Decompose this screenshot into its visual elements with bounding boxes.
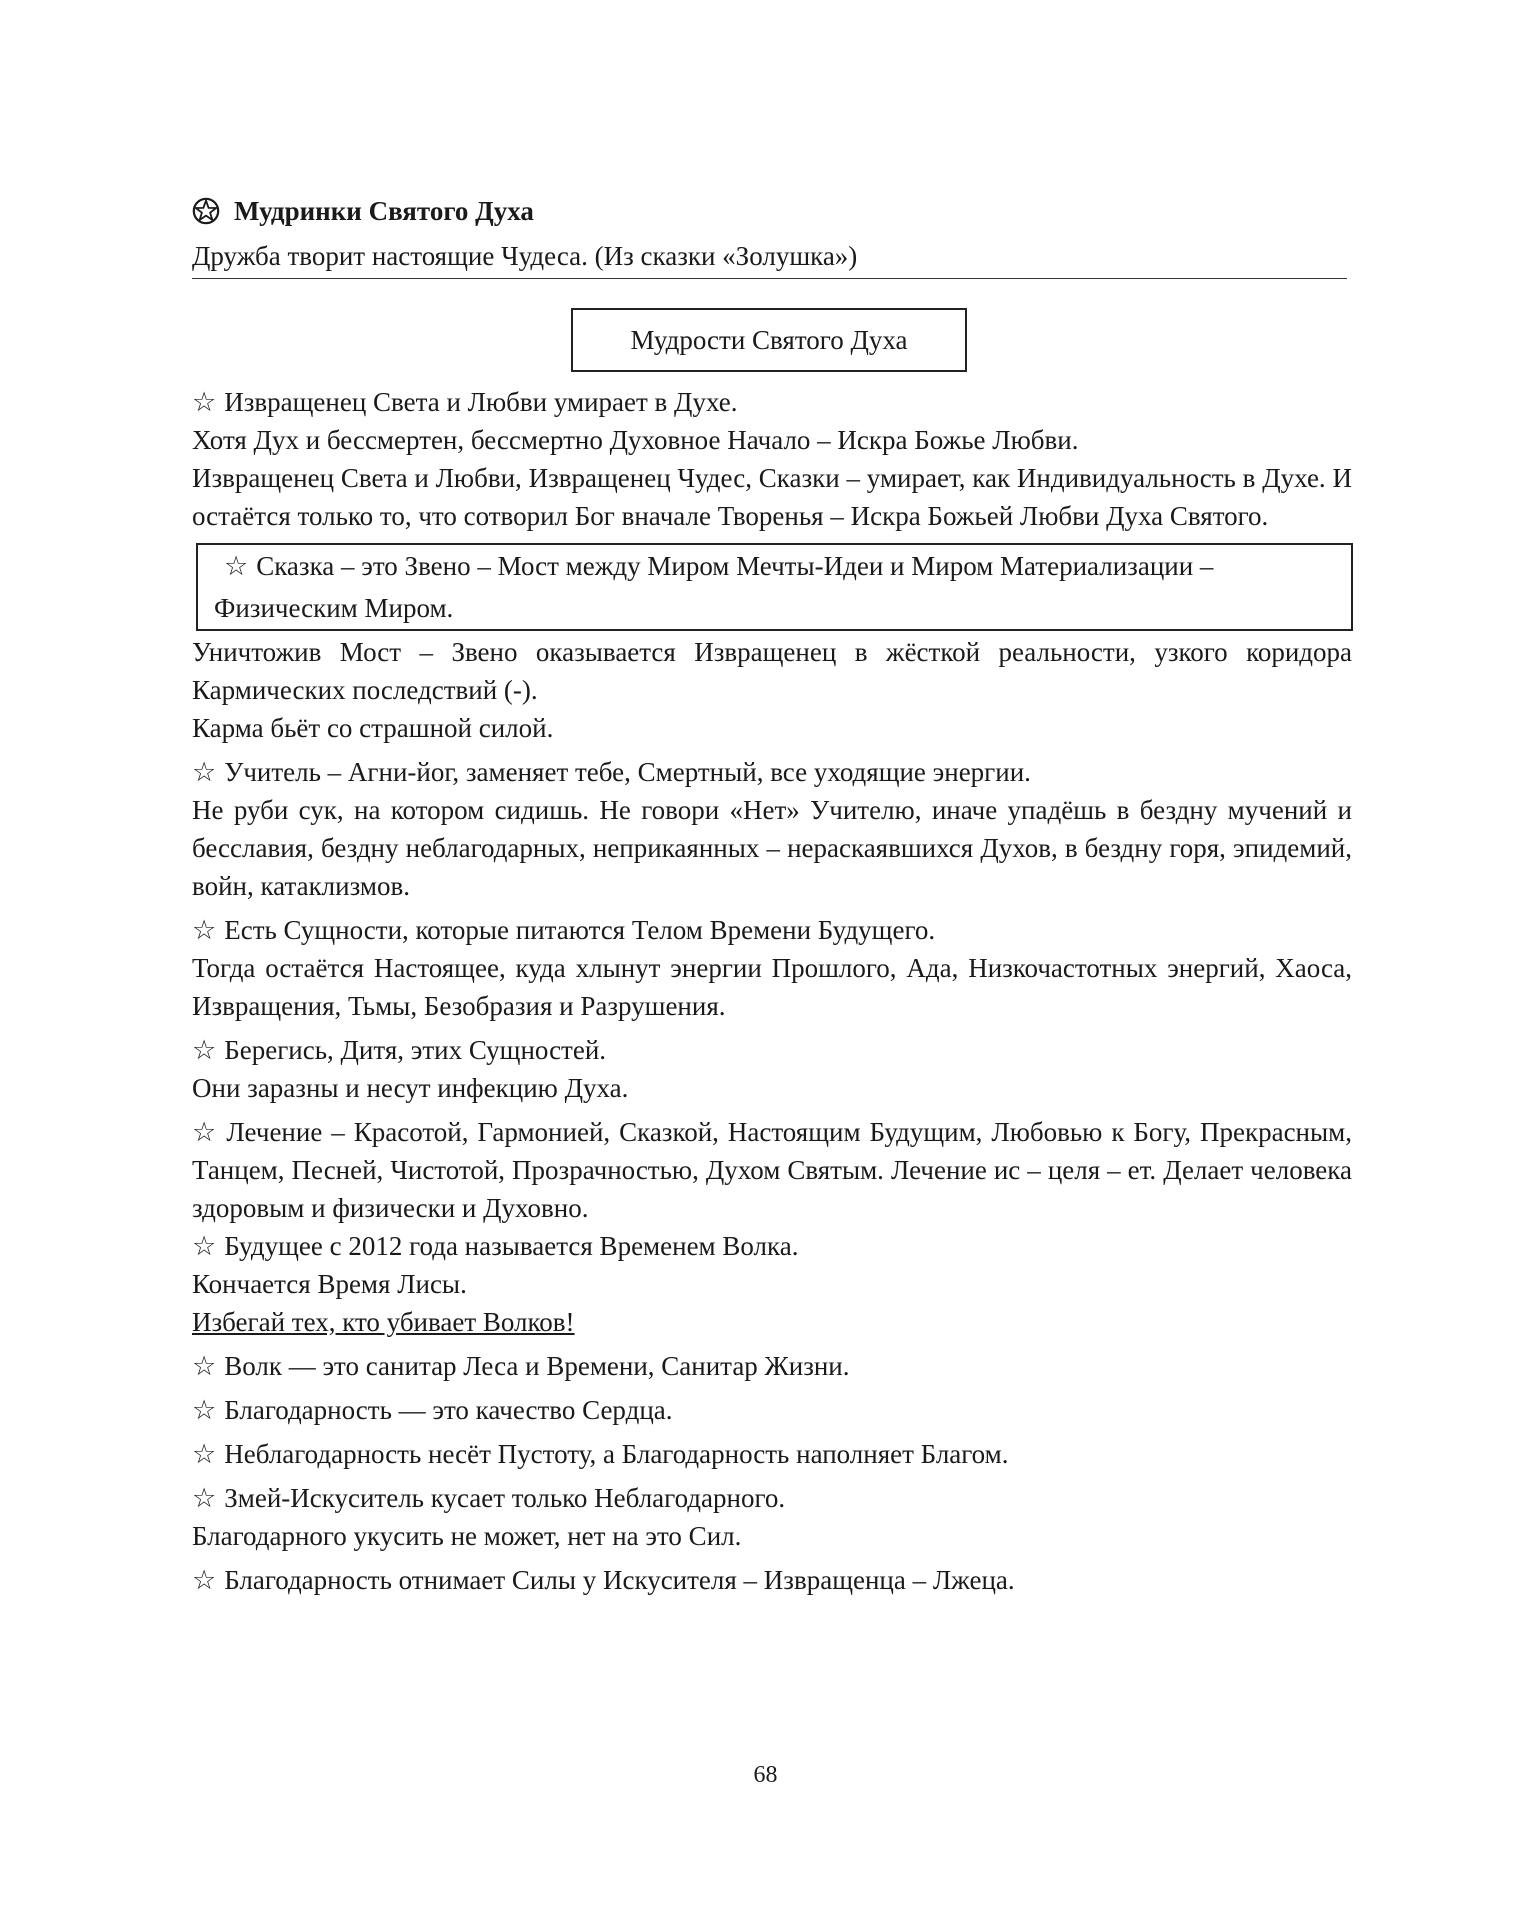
- paragraph: ☆ Извращенец Света и Любви умирает в Духе.: [192, 387, 738, 417]
- boxed-title: Мудрости Святого Духа: [571, 308, 967, 372]
- star-icon: ☆: [192, 757, 217, 787]
- paragraph: ☆ Берегись, Дитя, этих Сущностей.: [192, 1035, 607, 1065]
- paragraph: Тогда остаётся Настоящее, куда хлынут энергии Прошлого, Ада, Низкочастотных энергий, Хаоса, Извращения, Тьмы, Безобразия и Разрушения.: [192, 953, 1352, 1021]
- section-title: Мудринки Святого Духа: [234, 195, 534, 226]
- star-icon: ☆: [192, 1035, 217, 1065]
- star-icon: ☆: [192, 915, 217, 945]
- star-icon: ☆: [192, 1439, 217, 1469]
- star-icon: ☆: [192, 1483, 217, 1513]
- page-number: 68: [753, 1762, 778, 1788]
- paragraph: Благодарного укусить не может, нет на это Сил.: [192, 1521, 742, 1551]
- paragraph: Они заразны и несут инфекцию Духа.: [192, 1073, 629, 1103]
- underlined-paragraph: Избегай тех, кто убивает Волков!: [192, 1307, 575, 1337]
- star-icon: ☆: [192, 1351, 217, 1381]
- star-in-circle-icon: [192, 197, 220, 225]
- horizontal-rule: [192, 278, 1347, 279]
- star-icon: ☆: [192, 387, 217, 417]
- paragraph: Карма бьёт со страшной силой.: [192, 713, 554, 743]
- paragraph: ☆ Неблагодарность несёт Пустоту, а Благодарность наполняет Благом.: [192, 1439, 1009, 1469]
- paragraph: ☆ Будущее с 2012 года называется Временем Волка.: [192, 1231, 799, 1261]
- paragraph: Хотя Дух и бессмертен, бессмертно Духовное Начало – Искра Божье Любви.: [192, 425, 1079, 455]
- boxed-paragraph: ☆ Сказка – это Звено – Мост между Миром Мечты-Идеи и Миром Материализации – Физическим Миром.: [196, 543, 1353, 631]
- paragraph: ☆ Змей-Искуситель кусает только Неблагодарного.: [192, 1483, 786, 1513]
- paragraph: ☆ Благодарность отнимает Силы у Искусителя – Извращенца – Лжеца.: [192, 1565, 1015, 1595]
- section-heading: [192, 190, 1352, 232]
- paragraph: ☆ Есть Сущности, которые питаются Телом Времени Будущего.: [192, 915, 936, 945]
- star-icon: ☆: [192, 1231, 217, 1261]
- epigraph: Дружба творит настоящие Чудеса. (Из сказки «Золушка»): [192, 241, 858, 271]
- paragraph: Извращенец Света и Любви, Извращенец Чудес, Сказки – умирает, как Индивидуальность в Духе. И остаётся только то, что сотворил Бог вначале Творенья – Искра Божьей Любви Духа Святого.: [192, 463, 1352, 531]
- text-body: [192, 383, 1352, 1599]
- star-icon: ☆: [192, 1395, 217, 1425]
- paragraph: ☆ Волк — это санитар Леса и Времени, Санитар Жизни.: [192, 1351, 850, 1381]
- paragraph: Уничтожив Мост – Звено оказывается Извращенец в жёсткой реальности, узкого коридора Кармических последствий (-).: [192, 637, 1352, 705]
- star-icon: ☆: [192, 1117, 219, 1147]
- paragraph: ☆ Благодарность — это качество Сердца.: [192, 1395, 673, 1425]
- star-icon: ☆: [224, 551, 249, 581]
- page-content: [192, 190, 1352, 1599]
- star-icon: ☆: [192, 1565, 217, 1595]
- paragraph: Не руби сук, на котором сидишь. Не говори «Нет» Учителю, иначе упадёшь в бездну мучений и бесславия, бездну неблагодарных, неприкаянных – нераскаявшихся Духов, в бездну горя, эпидемий, войн, катаклизмов.: [192, 795, 1352, 901]
- paragraph: ☆ Лечение – Красотой, Гармонией, Сказкой, Настоящим Будущим, Любовью к Богу, Прекрасным, Танцем, Песней, Чистотой, Прозрачностью, Духом Святым. Лечение ис – целя – ет. Делает человека здоровым и физически и Духовно.: [192, 1117, 1352, 1223]
- paragraph: ☆ Учитель – Агни-йог, заменяет тебе, Смертный, все уходящие энергии.: [192, 757, 1031, 787]
- paragraph: Кончается Время Лисы.: [192, 1269, 467, 1299]
